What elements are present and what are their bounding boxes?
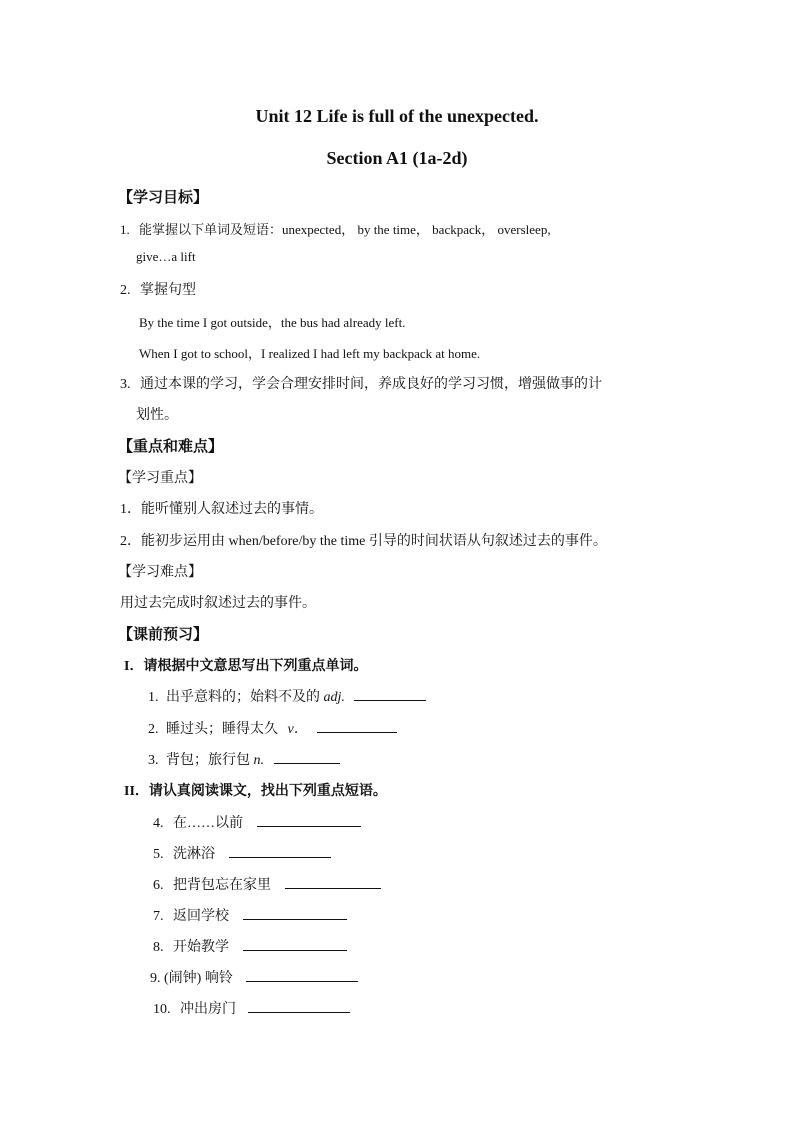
phrase-item-text: 返回学校 <box>173 909 229 924</box>
phrase-item-8 <box>153 936 347 956</box>
word-item-2 <box>148 718 397 738</box>
phrase-item-9 <box>150 967 358 987</box>
word-item-pos: v． <box>287 722 308 737</box>
word-item-text: 睡过头；睡得太久 <box>166 722 278 737</box>
goal-item-1-text: 能掌握以下单词及短语：unexpected， by the time， backpack， oversleep, <box>139 222 551 237</box>
phrase-item-num: 6. <box>153 878 164 893</box>
goal-item-3-num: 3. <box>120 377 131 392</box>
key-points-header: 【重点和难点】 <box>118 439 224 455</box>
phrase-item-6 <box>153 874 381 894</box>
goal-item-2 <box>120 279 196 299</box>
phrase-item-num: 9. <box>150 971 161 986</box>
goal-item-1 <box>120 219 551 238</box>
part1-title: I．请根据中文意思写出下列重点单词。 <box>124 659 368 674</box>
phrase-item-text: (闹钟) 响铃 <box>164 971 233 986</box>
word-item-num: 2. <box>148 722 159 737</box>
phrase-item-5 <box>153 843 331 863</box>
answer-blank[interactable] <box>274 749 340 764</box>
word-item-pos: adj. <box>323 690 345 705</box>
part2-title: II．请认真阅读课文，找出下列重点短语。 <box>124 784 387 799</box>
goal-item-3 <box>120 373 602 393</box>
preview-header: 【课前预习】 <box>118 627 209 643</box>
focus-item-2: 2．能初步运用由 when/before/by the time 引导的时间状语从句叙述过去的事件。 <box>120 534 607 549</box>
phrase-item-text: 洗淋浴 <box>173 847 215 862</box>
word-item-pos: n. <box>253 753 264 768</box>
answer-blank[interactable] <box>257 812 361 827</box>
word-item-3 <box>148 749 340 769</box>
word-item-text: 背包；旅行包 <box>166 753 250 768</box>
page-title: Unit 12 Life is full of the unexpected. <box>255 106 539 126</box>
phrase-item-text: 把背包忘在家里 <box>173 878 271 893</box>
goal-item-2-text: 掌握句型 <box>140 283 196 298</box>
phrase-item-10 <box>153 998 350 1018</box>
word-item-num: 1. <box>148 690 159 705</box>
focus-header: 【学习重点】 <box>118 471 202 486</box>
phrase-item-text: 冲出房门 <box>180 1002 236 1017</box>
answer-blank[interactable] <box>243 905 347 920</box>
phrase-item-num: 7. <box>153 909 164 924</box>
phrase-item-num: 8. <box>153 940 164 955</box>
goal-item-3-text: 通过本课的学习，学会合理安排时间，养成良好的学习习惯，增强做事的计 <box>140 377 602 392</box>
phrase-item-num: 4. <box>153 816 164 831</box>
goal-item-1-cont: give…a lift <box>136 249 196 264</box>
sentence-pattern-2: When I got to school，I realized I had left my backpack at home. <box>139 346 481 361</box>
sentence-pattern-1: By the time I got outside，the bus had already left. <box>139 315 406 330</box>
goals-header: 【学习目标】 <box>118 190 209 206</box>
answer-blank[interactable] <box>243 936 347 951</box>
phrase-item-num: 10. <box>153 1002 171 1017</box>
difficulty-header: 【学习难点】 <box>118 565 202 580</box>
phrase-item-7 <box>153 905 347 925</box>
goal-item-3-cont: 划性。 <box>136 408 178 423</box>
goal-item-2-num: 2. <box>120 283 131 298</box>
goal-item-1-num: 1. <box>120 222 130 237</box>
phrase-item-text: 开始教学 <box>173 940 229 955</box>
answer-blank[interactable] <box>246 967 358 982</box>
answer-blank[interactable] <box>285 874 381 889</box>
phrase-item-4 <box>153 812 361 832</box>
page-subtitle: Section A1 (1a-2d) <box>326 148 468 168</box>
word-item-num: 3. <box>148 753 159 768</box>
answer-blank[interactable] <box>354 686 426 701</box>
difficulty-text: 用过去完成时叙述过去的事件。 <box>120 596 316 611</box>
word-item-text: 出乎意料的；始料不及的 <box>166 690 320 705</box>
answer-blank[interactable] <box>248 998 350 1013</box>
focus-item-1: 1．能听懂别人叙述过去的事情。 <box>120 502 323 517</box>
phrase-item-num: 5. <box>153 847 164 862</box>
word-item-1 <box>148 686 426 706</box>
answer-blank[interactable] <box>317 718 397 733</box>
phrase-item-text: 在……以前 <box>173 816 243 831</box>
answer-blank[interactable] <box>229 843 331 858</box>
